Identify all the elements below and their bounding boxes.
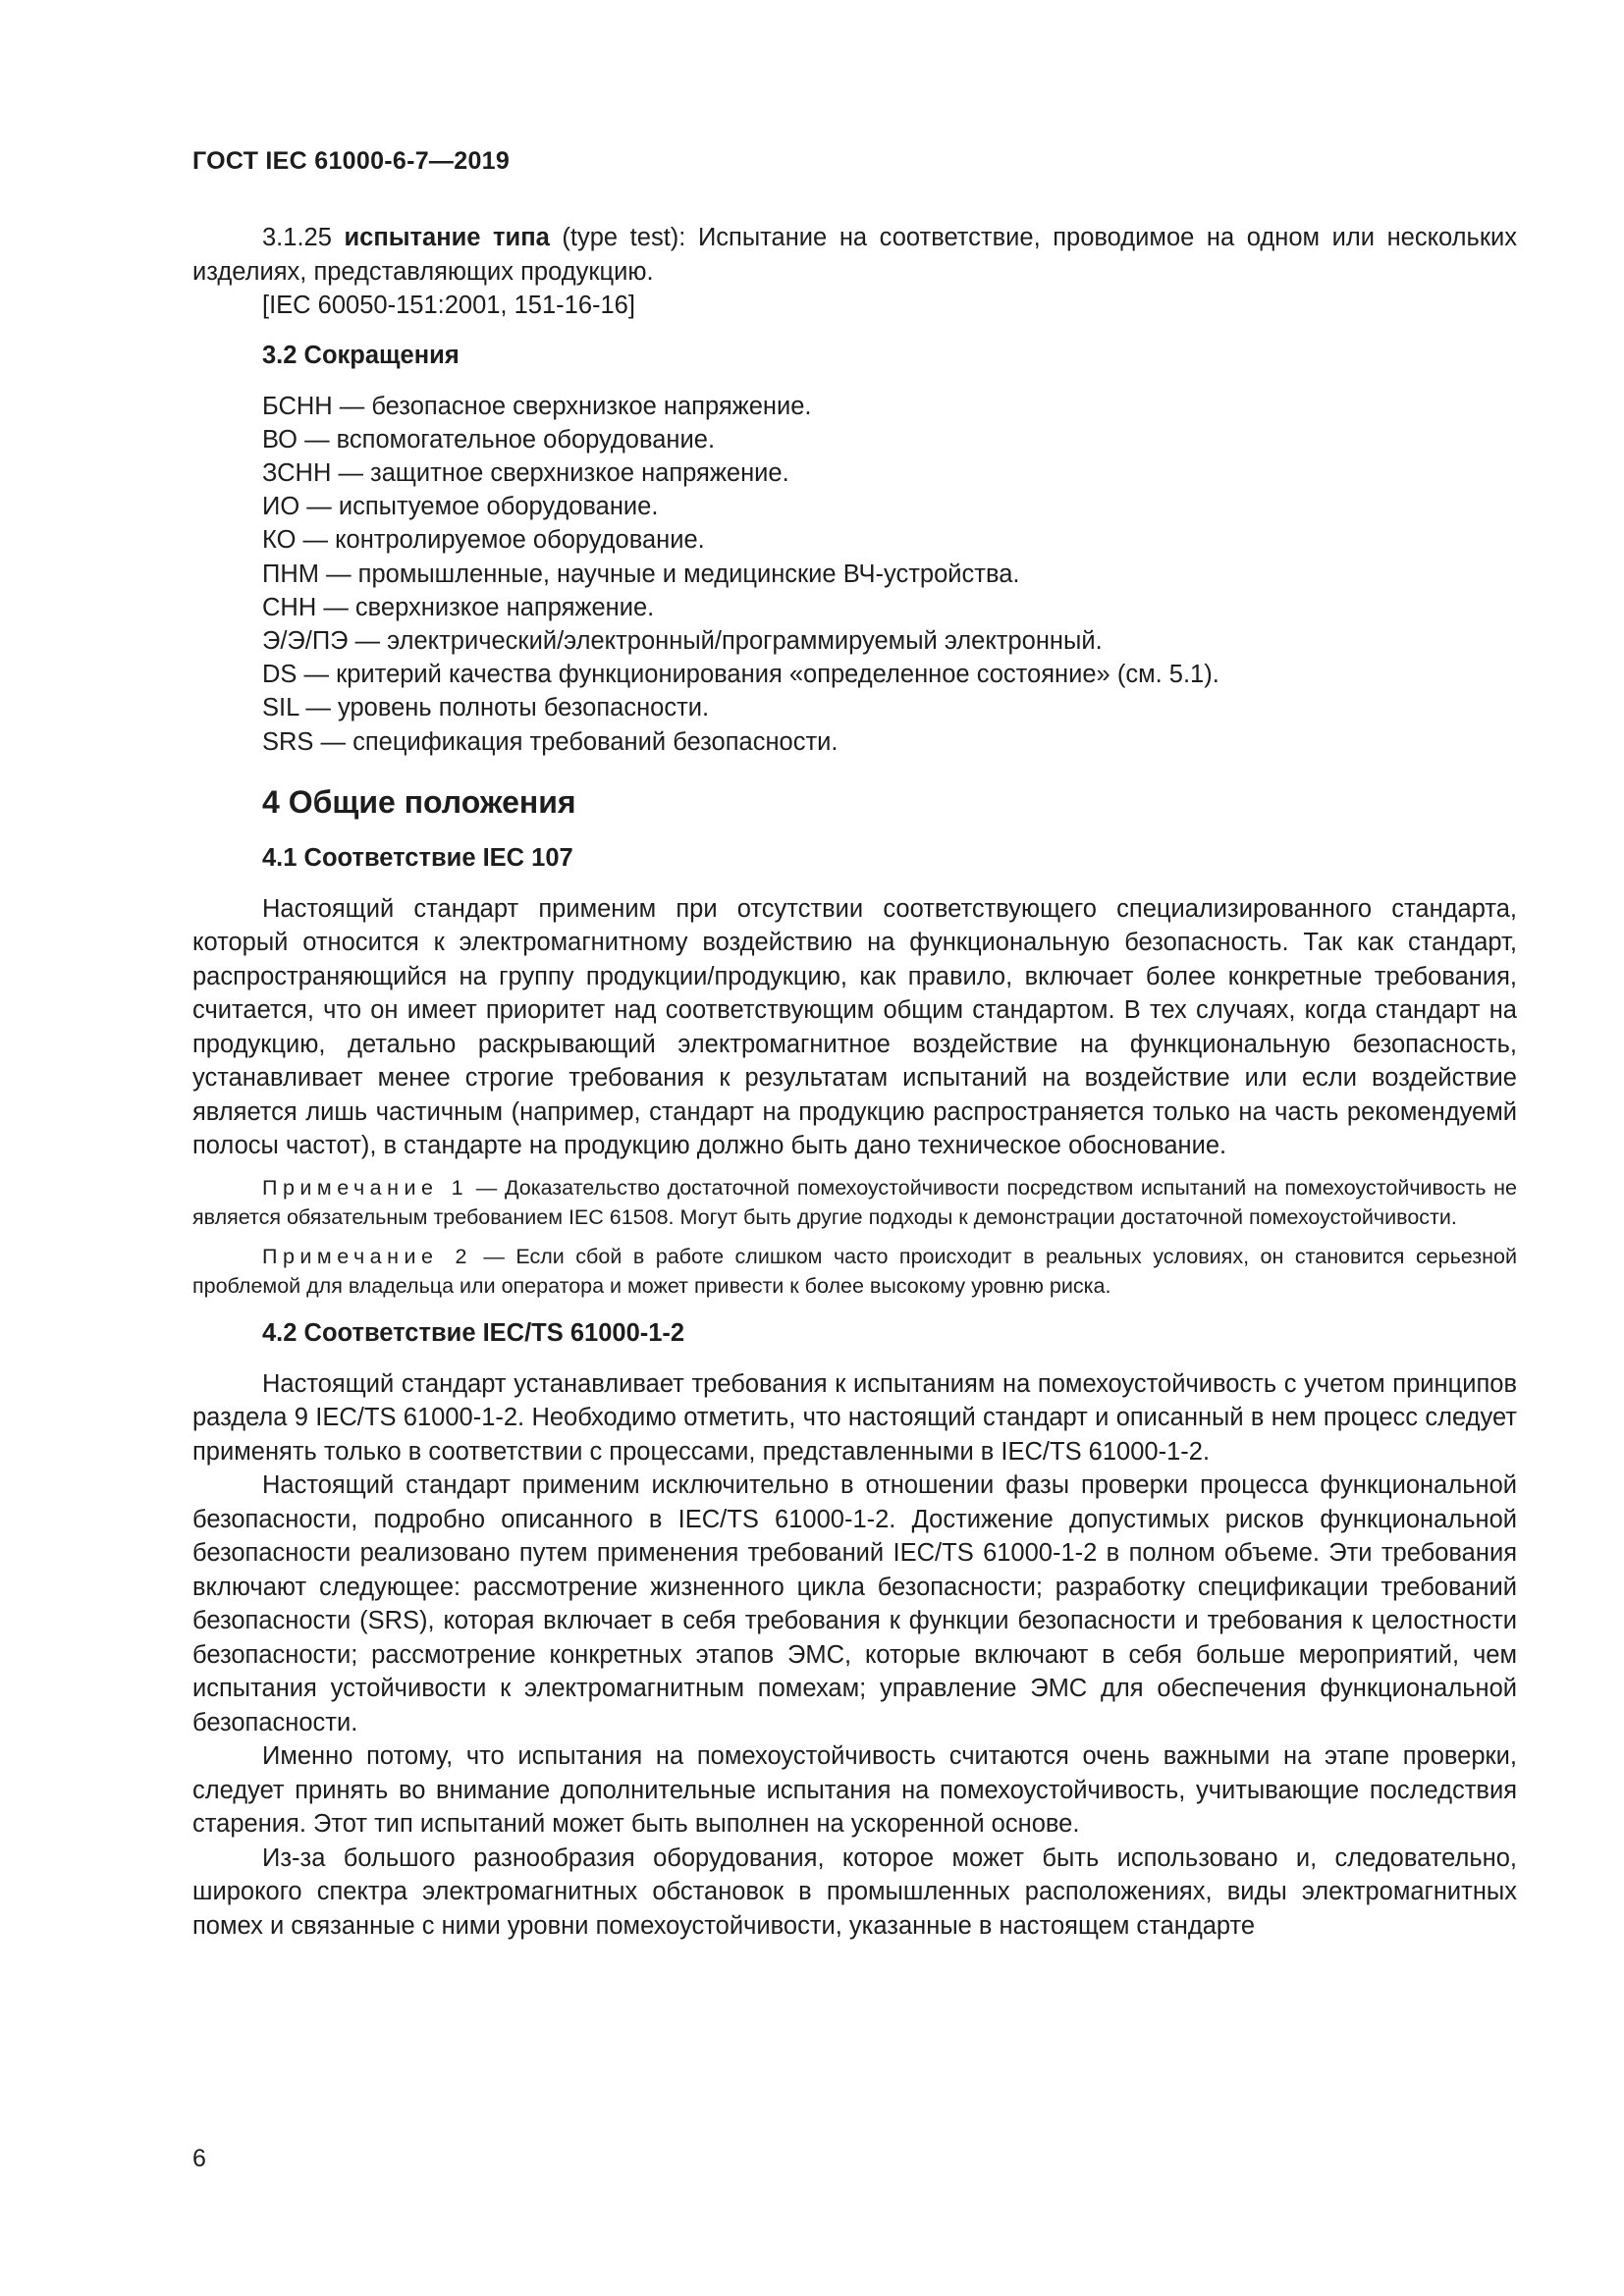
page-content bbox=[192, 221, 1517, 1943]
paragraph-4-2-3: Именно потому, что испытания на помехоустойчивость считаются очень важными на этапе проверки, следует принять во внимание дополнительные испытания на помехоустойчивость, учитывающие последствия старения. Этот тип испытаний может быть выполнен на ускоренной основе. bbox=[192, 1742, 1517, 1839]
section-heading-4-1: 4.1 Соответствие IEC 107 bbox=[262, 843, 573, 872]
paragraph-4-2-4: Из-за большого разнообразия оборудования, которое может быть использовано и, следовательно, широкого спектра электромагнитных обстановок в промышленных расположениях, виды электромагнитных помех и связанные с ними уровни помехоустойчивости, указанные в настоящем стандарте bbox=[192, 1843, 1517, 1940]
term-number: 3.1.25 bbox=[262, 224, 332, 251]
section-heading-3-2: 3.2 Сокращения bbox=[262, 341, 460, 369]
paragraph-4-2-2: Настоящий стандарт применим исключительно в отношении фазы проверки процесса функциональной безопасности, подробно описанного в IEC/TS 61000-1-2. Достижение допустимых рисков функциональной безопасности реализовано путем применения требований IEC/TS 61000-1-2 в полном объеме. Эти требования включают следующее: рассмотрение жизненного цикла безопасности; разработку спецификации требований безопасности (SRS), которая включает в себя требования к функции безопасности и требования к целостности безопасности; рассмотрение конкретных этапов ЭМС, которые включают в себя больше мероприятий, чем испытания устойчивости к электромагнитным помехам; управление ЭМС для обеспечения функциональной безопасности. bbox=[192, 1471, 1517, 1736]
paragraph-4-2-1: Настоящий стандарт устанавливает требования к испытаниям на помехоустойчивость с учетом принципов раздела 9 IEC/TS 61000-1-2. Необходимо отметить, что настоящий стандарт и описанный в нем процесс следует применять только в соответствии с процессами, представленными в IEC/TS 61000-1-2. bbox=[192, 1369, 1517, 1466]
list-item: SRS — спецификация требований безопасности. bbox=[262, 727, 839, 756]
list-item: БСНН — безопасное сверхнизкое напряжение. bbox=[262, 392, 812, 420]
note-label: Примечание 1 bbox=[262, 1175, 469, 1200]
document-header: ГОСТ IEC 61000-6-7—2019 bbox=[192, 147, 511, 175]
term-3-1-25 bbox=[192, 221, 1517, 289]
list-item: DS — критерий качества функционирования «определенное состояние» (см. 5.1). bbox=[262, 661, 1219, 689]
note-text: — Если сбой в работе слишком часто происходит в реальных условиях, он становится серьезной проблемой для владельца или оператора и может привести к более высокому уровню риска. bbox=[192, 1244, 1517, 1298]
list-item: ПНМ — промышленные, научные и медицинские ВЧ-устройства. bbox=[262, 560, 1020, 588]
list-item: СНН — сверхнизкое напряжение. bbox=[262, 593, 655, 621]
list-item: ВО — вспомогательное оборудование. bbox=[262, 425, 716, 454]
term-reference: [IEC 60050-151:2001, 151-16-16] bbox=[262, 292, 635, 319]
section-heading-4: 4 Общие положения bbox=[262, 783, 576, 820]
page-number: 6 bbox=[192, 2145, 206, 2172]
term-name: испытание типа bbox=[344, 224, 550, 251]
note-text: — Доказательство достаточной помехоустойчивости посредством испытаний на помехоустойчивость не является обязательным требованием IEC 61508. Могут быть другие подходы к демонстрации достаточной помехоустойчивости. bbox=[192, 1175, 1517, 1229]
list-item: Э/Э/ПЭ — электрический/электронный/программируемый электронный. bbox=[262, 626, 1103, 655]
note-label: Примечание 2 bbox=[262, 1244, 472, 1268]
list-item: ИО — испытуемое оборудование. bbox=[262, 493, 659, 521]
list-item: КО — контролируемое оборудование. bbox=[262, 526, 705, 555]
note-2 bbox=[192, 1242, 1517, 1301]
term-definition: (type test): Испытание на соответствие, проводимое на одном или нескольких изделиях, представляющих продукцию. bbox=[192, 224, 1517, 286]
paragraph-4-1: Настоящий стандарт применим при отсутствии соответствующего специализированного стандарта, который относится к электромагнитному воздействию на функциональную безопасность. Так как стандарт, распространяющийся на группу продукции/продукцию, как правило, включает более конкретные требования, считается, что он имеет приоритет над соответствующим общим стандартом. В тех случаях, когда стандарт на продукцию, детально раскрывающий электромагнитное воздействие на функциональную безопасность, устанавливает менее строгие требования к результатам испытаний на воздействие или если воздействие является лишь частичным (например, стандарт на продукцию распространяется только на часть рекомендуемй полосы частот), в стандарте на продукцию должно быть дано техническое обоснование. bbox=[192, 894, 1517, 1160]
note-1 bbox=[192, 1173, 1517, 1232]
list-item: ЗСНН — защитное сверхнизкое напряжение. bbox=[262, 458, 789, 487]
list-item: SIL — уровень полноты безопасности. bbox=[262, 694, 710, 722]
section-heading-4-2: 4.2 Соответствие IEC/TS 61000-1-2 bbox=[262, 1318, 685, 1347]
abbreviations-list bbox=[192, 390, 1517, 759]
